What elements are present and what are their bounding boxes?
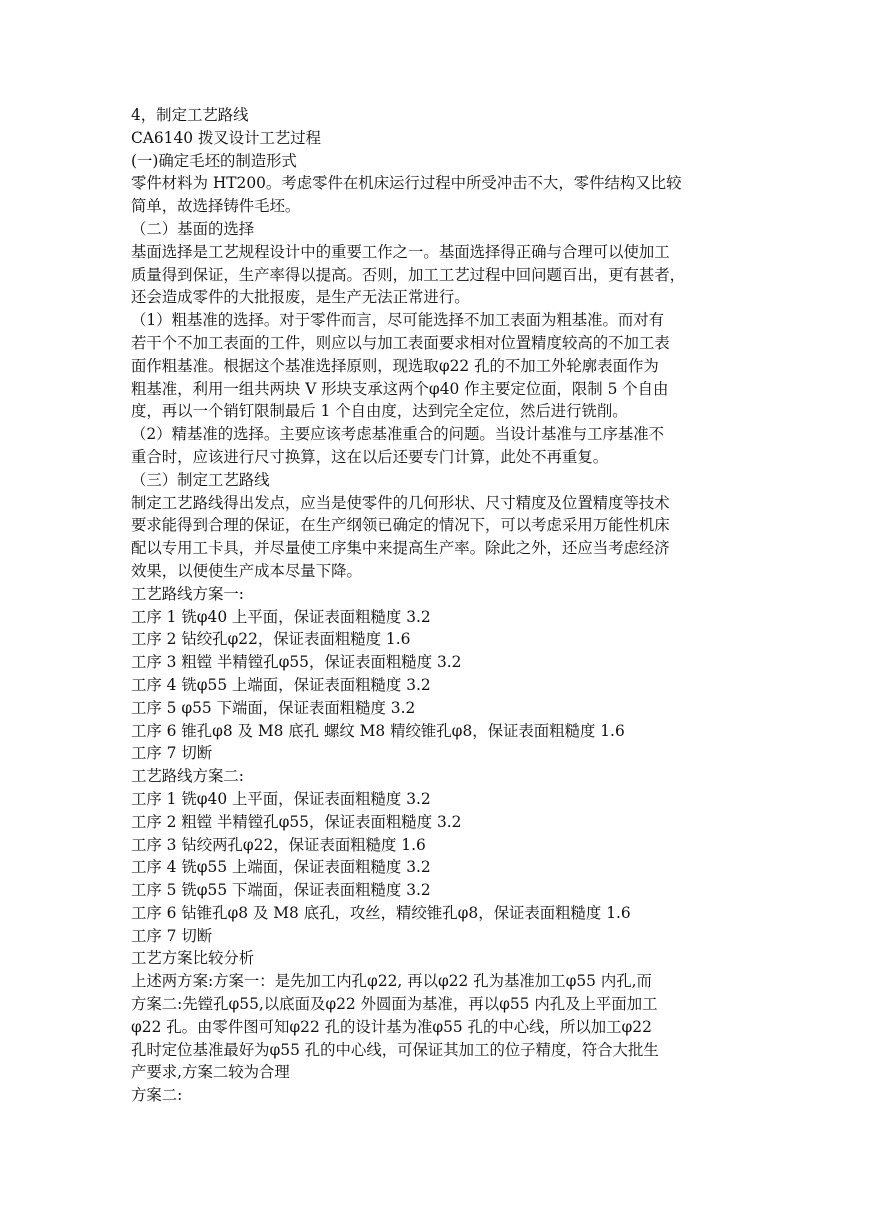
subsection-heading: （二）基面的选择	[131, 219, 255, 238]
paragraph-line: 效果，以便使生产成本尽量下降。	[131, 561, 362, 580]
comparison-heading: 工艺方案比较分析	[131, 949, 255, 968]
process-step: 工序 3 钻绞两孔φ22，保证表面粗糙度 1.6	[131, 835, 426, 854]
paragraph-line: 基面选择是工艺规程设计中的重要工作之一。基面选择得正确与合理可以使加工	[131, 242, 670, 261]
paragraph-line: 质量得到保证，生产率得以提高。否则，加工工艺过程中回问题百出，更有甚者，	[131, 265, 686, 284]
paragraph-line: 方案二:先镗孔φ55,以底面及φ22 外圆面为基准，再以φ55 内孔及上平面加工	[131, 995, 658, 1014]
paragraph-line: 零件材料为 HT200。考虑零件在机床运行过程中所受冲击不大，零件结构又比较	[131, 174, 682, 193]
paragraph-line: 重合时，应该进行尺寸换算，这在以后还要专门计算，此处不再重复。	[131, 447, 609, 466]
subsection-heading: （三）制定工艺路线	[131, 470, 270, 489]
route-plan-heading: 工艺路线方案一:	[131, 584, 244, 603]
process-step: 工序 1 铣φ40 上平面，保证表面粗糙度 3.2	[131, 789, 431, 808]
process-step: 工序 6 锥孔φ8 及 M8 底孔 螺纹 M8 精绞锥孔φ8，保证表面粗糙度 1.6	[131, 721, 625, 740]
route-plan-heading: 方案二:	[131, 1086, 183, 1105]
process-step: 工序 6 钻锥孔φ8 及 M8 底孔，攻丝，精绞锥孔φ8，保证表面粗糙度 1.6	[131, 903, 631, 922]
paragraph-line: 面作粗基准。根据这个基准选择原则，现选取φ22 孔的不加工外轮廓表面作为	[131, 356, 659, 375]
process-step: 工序 3 粗镗 半精镗孔φ55，保证表面粗糙度 3.2	[131, 653, 462, 672]
process-step: 工序 5 φ55 下端面，保证表面粗糙度 3.2	[131, 698, 416, 717]
process-step: 工序 5 铣φ55 下端面，保证表面粗糙度 3.2	[131, 881, 431, 900]
paragraph-line: 简单，故选择铸件毛坯。	[131, 197, 301, 216]
subsection-heading: (一)确定毛坯的制造形式	[131, 151, 297, 170]
paragraph-line: 若干个不加工表面的工件，则应以与加工表面要求相对位置精度较高的不加工表	[131, 333, 670, 352]
section-heading: 4，制定工艺路线	[131, 106, 249, 124]
paragraph-line: 配以专用工卡具，并尽量使工序集中来提高生产率。除此之外，还应当考虑经济	[131, 539, 670, 558]
paragraph-line: 制定工艺路线得出发点，应当是使零件的几何形状、尺寸精度及位置精度等技术	[131, 493, 670, 512]
process-step: 工序 4 铣φ55 上端面，保证表面粗糙度 3.2	[131, 675, 431, 694]
process-step: 工序 7 切断	[131, 744, 213, 763]
paragraph-line: 上述两方案:方案一：是先加工内孔φ22, 再以φ22 孔为基准加工φ55 内孔,而	[131, 972, 652, 991]
route-plan-heading: 工艺路线方案二:	[131, 767, 244, 786]
paragraph-line: 粗基准，利用一组共两块 V 形块支承这两个φ40 作主要定位面，限制 5 个自由	[131, 379, 669, 398]
paragraph-line: 孔时定位基准最好为φ55 孔的中心线，可保证其加工的位子精度，符合大批生	[131, 1040, 659, 1059]
process-step: 工序 1 铣φ40 上平面，保证表面粗糙度 3.2	[131, 607, 431, 626]
paragraph-line: （1）粗基准的选择。对于零件而言，尽可能选择不加工表面为粗基准。而对有	[131, 311, 665, 330]
paragraph-line: 要求能得到合理的保证，在生产纲领已确定的情况下，可以考虑采用万能性机床	[131, 516, 670, 535]
process-step: 工序 2 钻绞孔φ22，保证表面粗糙度 1.6	[131, 630, 411, 649]
subtitle: CA6140 拨叉设计工艺过程	[131, 128, 322, 147]
paragraph-line: （2）精基准的选择。主要应该考虑基准重合的问题。当设计基准与工序基准不	[131, 425, 665, 444]
process-step: 工序 4 铣φ55 上端面，保证表面粗糙度 3.2	[131, 858, 431, 877]
paragraph-line: 产要求,方案二较为合理	[131, 1063, 290, 1082]
process-step: 工序 2 粗镗 半精镗孔φ55，保证表面粗糙度 3.2	[131, 812, 462, 831]
document-body	[131, 104, 831, 1107]
paragraph-line: 度，再以一个销钉限制最后 1 个自由度，达到完全定位，然后进行铣削。	[131, 402, 628, 421]
paragraph-line: 还会造成零件的大批报废，是生产无法正常进行。	[131, 288, 470, 307]
paragraph-line: φ22 孔。由零件图可知φ22 孔的设计基为准φ55 孔的中心线，所以加工φ22	[131, 1017, 652, 1036]
process-step: 工序 7 切断	[131, 926, 213, 945]
